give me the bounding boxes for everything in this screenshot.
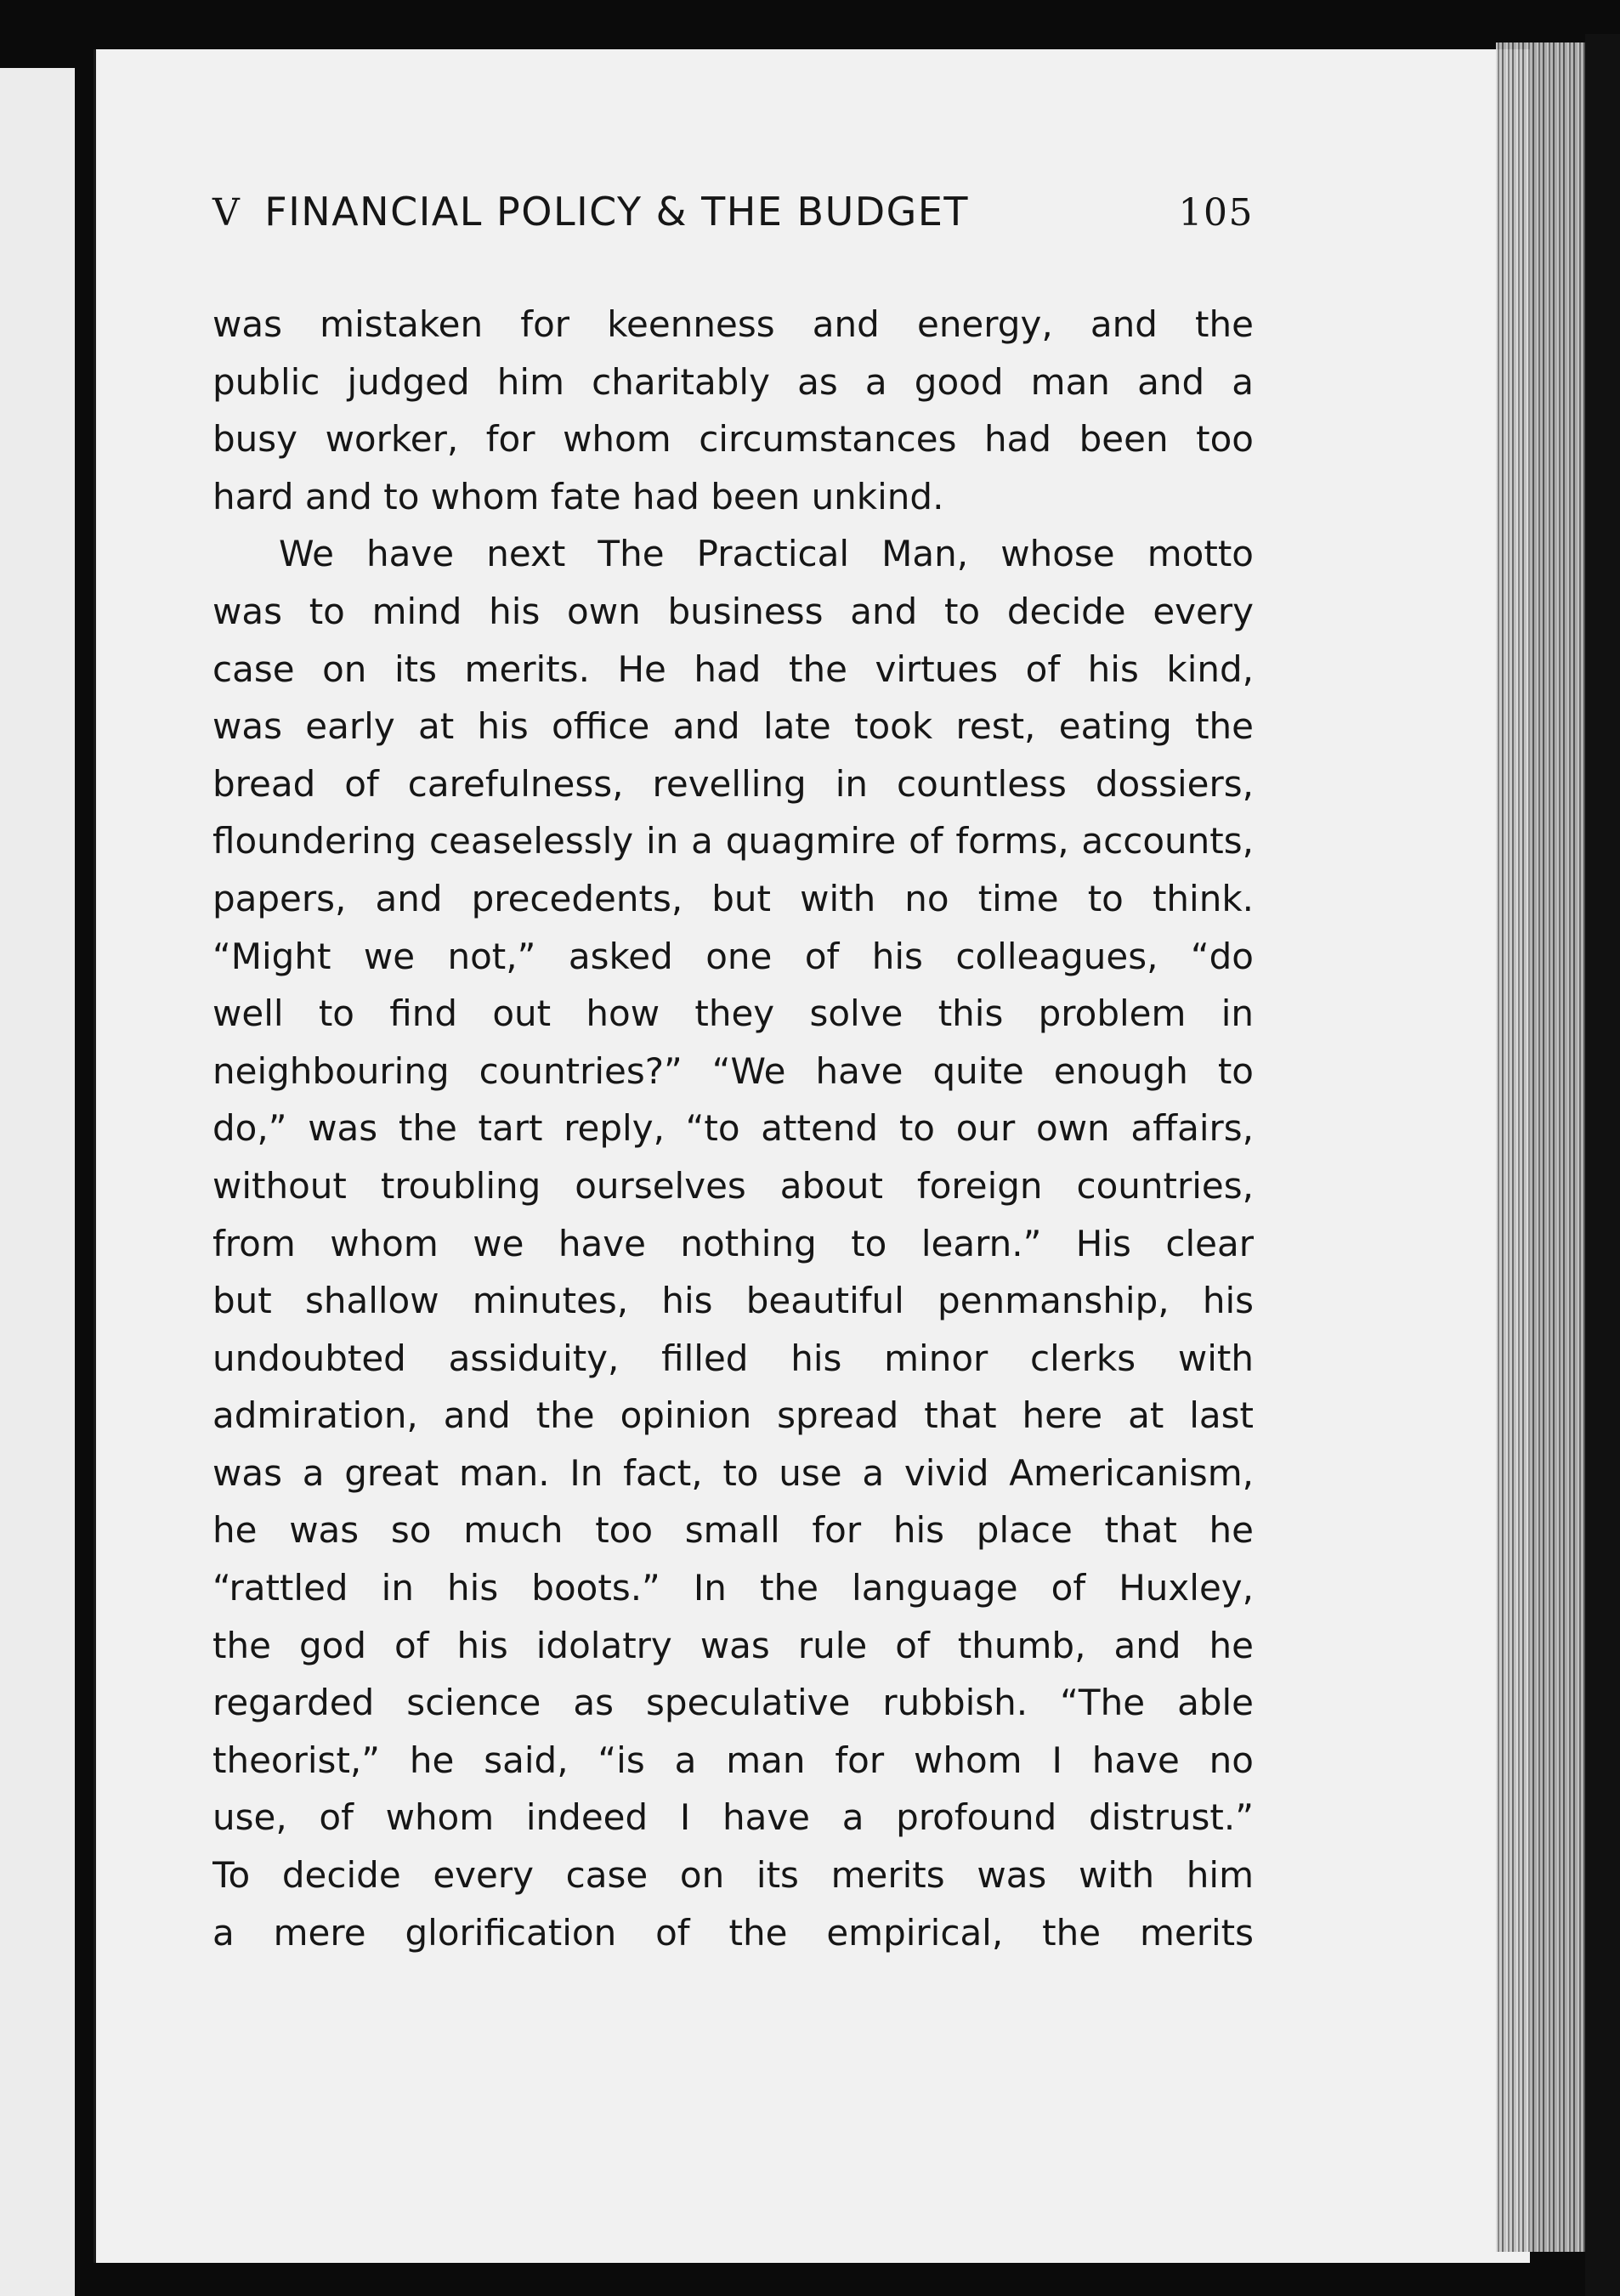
text-line: hard and to whom fate had been unkind. <box>212 475 944 517</box>
previous-page-edge <box>0 68 75 2296</box>
page-fore-edge <box>1496 42 1585 2252</box>
page-number: 105 <box>1178 191 1254 235</box>
text-line: do,” was the tart reply, “to attend to our own affairs, <box>212 1107 1254 1150</box>
spine-shadow <box>75 51 93 2296</box>
text-line: regarded science as speculative rubbish. “The able <box>212 1682 1254 1724</box>
text-line: undoubted assiduity, filled his minor clerks with <box>212 1337 1254 1379</box>
text-line: was mistaken for keenness and energy, and the <box>212 303 1254 345</box>
text-line: bread of carefulness, revelling in countless dossiers, <box>212 762 1254 805</box>
text-line: a mere glorification of the empirical, the merits <box>212 1911 1254 1954</box>
chapter-number: V <box>212 191 241 235</box>
scan-border-right <box>1585 34 1620 2296</box>
text-line: busy worker, for whom circumstances had been too <box>212 418 1254 461</box>
text-line: he was so much too small for his place that he <box>212 1509 1254 1552</box>
text-line: from whom we have nothing to learn.” His clear <box>212 1222 1254 1264</box>
text-line: “rattled in his boots.” In the language of Huxley, <box>212 1567 1254 1609</box>
text-line: case on its merits. He had the virtues of his kind, <box>212 648 1254 690</box>
text-block <box>212 189 1254 1961</box>
text-line: We have next The Practical Man, whose motto <box>279 533 1254 575</box>
text-line: admiration, and the opinion spread that here at last <box>212 1394 1254 1437</box>
text-line: was early at his office and late took rest, eating the <box>212 705 1254 748</box>
text-line: public judged him charitably as a good man and a <box>212 360 1254 403</box>
text-line: use, of whom indeed I have a profound distrust.” <box>212 1796 1254 1839</box>
text-line: theorist,” he said, “is a man for whom I have no <box>212 1739 1254 1781</box>
text-line: was a great man. In fact, to use a vivid Americanism, <box>212 1451 1254 1494</box>
text-line: the god of his idolatry was rule of thumb, and he <box>212 1624 1254 1666</box>
text-line: To decide every case on its merits was with him <box>212 1854 1254 1897</box>
text-line: but shallow minutes, his beautiful penmanship, his <box>212 1280 1254 1322</box>
text-line: was to mind his own business and to decide every <box>212 590 1254 632</box>
text-line: well to find out how they solve this problem in <box>212 992 1254 1035</box>
text-line: papers, and precedents, but with no time to think. <box>212 877 1254 919</box>
body-text <box>212 296 1254 1961</box>
running-title: FINANCIAL POLICY & THE BUDGET <box>264 189 969 235</box>
text-line: neighbouring countries?” “We have quite enough to <box>212 1049 1254 1092</box>
text-line: floundering ceaselessly in a quagmire of forms, accounts, <box>212 820 1254 862</box>
running-head <box>212 189 1254 246</box>
text-line: “Might we not,” asked one of his colleagues, “do <box>212 935 1254 977</box>
text-line: without troubling ourselves about foreign countries, <box>212 1164 1254 1207</box>
